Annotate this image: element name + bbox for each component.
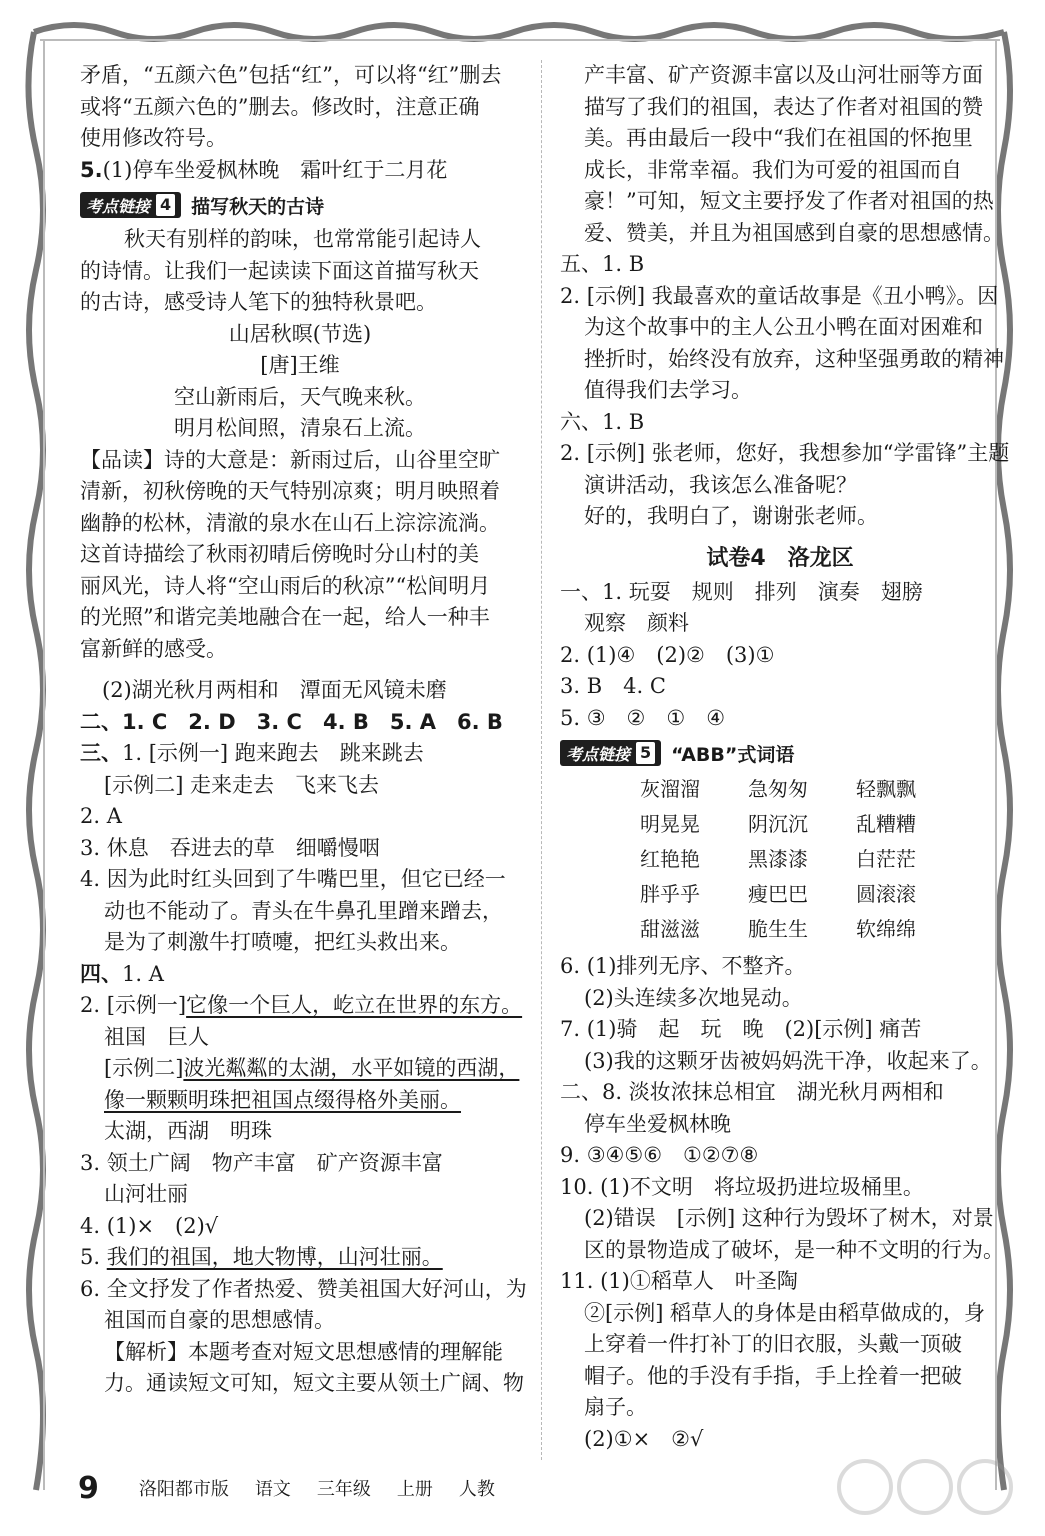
footer-subject: 语文 bbox=[254, 1479, 291, 1500]
text-line: 3. 领土广阔 物产丰富 矿产资源丰富 bbox=[80, 1150, 443, 1175]
text-line: 的诗情。让我们一起读读下面这首描写秋天 bbox=[80, 258, 479, 283]
footer-term: 上册 bbox=[396, 1479, 433, 1500]
text-line: 为这个故事中的主人公丑小鸭在面对困难和 bbox=[584, 315, 983, 339]
section-4 bbox=[80, 959, 520, 991]
footer-publisher: 人教 bbox=[458, 1479, 495, 1500]
text-line: 9. ③④⑤⑥ ①②⑦⑧ bbox=[560, 1143, 759, 1167]
text-line: 4. (1)× (2)√ bbox=[80, 1213, 219, 1238]
text-line: 挫折时，始终没有放弃，这种坚强勇敢的精神 bbox=[584, 346, 1004, 371]
knowledge-link-title: “ABB”式词语 bbox=[671, 743, 795, 766]
text-line: 值得我们去学习。 bbox=[584, 378, 752, 402]
poem-line: 空山新雨后，天气晚来秋。 bbox=[174, 384, 426, 409]
knowledge-link-title: 描写秋天的古诗 bbox=[191, 195, 325, 218]
text-line: 2. [示例] 张老师，您好，我想参加“学雷锋”主题 bbox=[560, 441, 1010, 465]
watermark-logo bbox=[825, 1452, 1025, 1522]
text-line: 祖国 巨人 bbox=[104, 1024, 209, 1049]
text-line: 二、8. 淡妆浓抹总相宜 湖光秋月两相和 bbox=[560, 1080, 944, 1104]
text-line: 【解析】本题考查对短文思想感情的理解能 bbox=[104, 1339, 503, 1364]
abb-word: 乱糟糟 bbox=[856, 812, 916, 836]
text-line: 爱、赞美，并且为祖国感到自豪的思想感情。 bbox=[584, 220, 1004, 245]
text-line: [示例二] 走来走去 飞来飞去 bbox=[104, 772, 380, 797]
abb-word: 脆生生 bbox=[748, 917, 808, 941]
text-line: 矛盾，“五颜六色”包括“红”，可以将“红”删去 bbox=[80, 63, 502, 87]
text-line: 的光照”和谐完美地融合在一起，给人一种丰 bbox=[80, 605, 490, 629]
answer-text: (1)停车坐爱枫林晚 霜叶红于二月花 bbox=[102, 157, 448, 182]
text-line: 2. (1)④ (2)② (3)① bbox=[560, 642, 775, 667]
knowledge-link-badge bbox=[80, 192, 181, 218]
poem-title: 山居秋暝(节选) bbox=[228, 321, 372, 346]
answer-text: 1. [示例一] 跑来跑去 跳来跳去 bbox=[122, 741, 424, 765]
text-line: 6. (1)排列无序、不整齐。 bbox=[560, 954, 806, 978]
underlined-sentence: 我们的祖国，地大物博，山河壮丽。 bbox=[106, 1245, 443, 1269]
section-label: 二、 bbox=[80, 709, 122, 734]
abb-word-grid bbox=[560, 772, 1000, 947]
text-line: 3. B 4. C bbox=[560, 674, 666, 698]
poem-line: 明月松间照，清泉石上流。 bbox=[174, 416, 426, 440]
text-line: 4. 因为此时红头回到了牛嘴巴里，但它已经一 bbox=[80, 867, 506, 891]
answer-line bbox=[80, 990, 523, 1022]
right-column bbox=[560, 60, 1010, 1455]
text-line: 一、1. 玩耍 规则 排列 演奏 翅膀 bbox=[560, 579, 923, 604]
abb-word: 轻飘飘 bbox=[856, 777, 916, 801]
text-line: (2)①× ②√ bbox=[584, 1426, 704, 1451]
text-line: 扇子。 bbox=[584, 1395, 647, 1419]
answer-prefix: 5. bbox=[80, 1245, 101, 1269]
knowledge-link-badge bbox=[560, 740, 661, 766]
text-line: (2)湖光秋月两相和 潭面无风镜未磨 bbox=[102, 678, 447, 702]
answer-text: 1. A bbox=[122, 961, 164, 986]
section-2 bbox=[80, 707, 520, 739]
question-number: 5. bbox=[80, 157, 103, 182]
poem-author: [唐]王维 bbox=[260, 353, 340, 377]
text-line: (2)头连续多次地晃动。 bbox=[584, 985, 803, 1010]
abb-word: 灰溜溜 bbox=[640, 777, 700, 801]
text-line: 产丰富、矿产资源丰富以及山河壮丽等方面 bbox=[584, 63, 983, 87]
text-line: 观察 颜料 bbox=[584, 611, 689, 635]
text-line: 山河壮丽 bbox=[104, 1182, 188, 1206]
text-line: 的古诗，感受诗人笔下的独特秋景吧。 bbox=[80, 290, 437, 314]
section-label: 四、 bbox=[80, 961, 122, 986]
abb-word: 急匆匆 bbox=[748, 777, 808, 801]
text-line: 祖国而自豪的思想感情。 bbox=[104, 1308, 335, 1332]
abb-word: 圆滚滚 bbox=[856, 882, 916, 906]
text-line: 太湖，西湖 明珠 bbox=[104, 1119, 272, 1143]
knowledge-link-5 bbox=[560, 736, 1000, 770]
badge-label: 考点链接 bbox=[86, 196, 151, 216]
answer-line bbox=[80, 1053, 520, 1085]
abb-word: 阴沉沉 bbox=[748, 812, 808, 836]
left-column bbox=[80, 60, 527, 1400]
text-line: 动也不能动了。青头在牛鼻孔里蹭来蹭去， bbox=[104, 898, 503, 923]
page-number: 9 bbox=[78, 1470, 99, 1506]
text-line: 豪！”可知，短文主要抒发了作者对祖国的热 bbox=[584, 189, 994, 213]
column-divider bbox=[541, 60, 542, 1460]
text-line: 11. (1)①稻草人 叶圣陶 bbox=[560, 1269, 798, 1293]
underlined-sentence: 波光粼粼的太湖，水平如镜的西湖， bbox=[183, 1056, 520, 1080]
text-line: 演讲活动，我该怎么准备呢？ bbox=[584, 472, 857, 497]
footer-edition: 洛阳都市版 bbox=[138, 1479, 229, 1500]
text-line: 美。再由最后一段中“我们在祖国的怀抱里 bbox=[584, 126, 973, 150]
abb-word: 白茫茫 bbox=[856, 847, 916, 871]
text-line: 10. (1)不文明 将垃圾扔进垃圾桶里。 bbox=[560, 1174, 924, 1199]
answer-prefix: 2. [示例一] bbox=[80, 993, 187, 1017]
text-line: 2. A bbox=[80, 804, 122, 828]
text-line: 幽静的松林，清澈的泉水在山石上淙淙流淌。 bbox=[80, 510, 500, 535]
answer-prefix: [示例二] bbox=[104, 1056, 184, 1080]
abb-word: 瘦巴巴 bbox=[748, 882, 808, 906]
text-line: 成长，非常幸福。我们为可爱的祖国而自 bbox=[584, 157, 962, 182]
answer-5 bbox=[80, 155, 520, 187]
text-line: 或将“五颜六色的”删去。修改时，注意正确 bbox=[80, 94, 480, 119]
badge-label: 考点链接 bbox=[566, 744, 631, 764]
text-line: 区的景物造成了破坏，是一种不文明的行为。 bbox=[584, 1237, 1004, 1262]
abb-word: 胖乎乎 bbox=[640, 882, 700, 906]
text-line: 7. (1)骑 起 玩 晚 (2)[示例] 痛苦 bbox=[560, 1017, 922, 1041]
paper-title: 试卷4 洛龙区 bbox=[706, 545, 854, 571]
text-line: 2. [示例] 我最喜欢的童话故事是《丑小鸭》。因 bbox=[560, 283, 999, 308]
underlined-sentence: 它像一个巨人，屹立在世界的东方。 bbox=[186, 993, 523, 1017]
text-line: 秋天有别样的韵味，也常常能引起诗人 bbox=[124, 227, 481, 251]
answer-text: 1. C 2. D 3. C 4. B 5. A 6. B bbox=[122, 709, 503, 734]
answer-line bbox=[80, 1242, 520, 1274]
text-line: 清新，初秋傍晚的天气特别凉爽；明月映照着 bbox=[80, 479, 500, 503]
text-line: 力。通读短文可知，短文主要从领土广阔、物 bbox=[104, 1371, 524, 1395]
text-line: 6. 全文抒发了作者热爱、赞美祖国大好河山，为 bbox=[80, 1276, 527, 1301]
section-3 bbox=[80, 738, 520, 770]
abb-word: 红艳艳 bbox=[640, 847, 700, 871]
badge-number: 4 bbox=[156, 194, 175, 216]
text-line: (2)错误 [示例] 这种行为毁坏了树木，对景 bbox=[584, 1206, 994, 1230]
text-line: 使用修改符号。 bbox=[80, 126, 227, 150]
knowledge-link-4 bbox=[80, 188, 520, 222]
text-line: 描写了我们的祖国，表达了作者对祖国的赞 bbox=[584, 94, 983, 119]
text-line: 是为了刺激牛打喷嚏，把红头救出来。 bbox=[104, 930, 461, 954]
text-line: (3)我的这颗牙齿被妈妈洗干净，收起来了。 bbox=[584, 1048, 992, 1073]
text-line: 停车坐爱枫林晚 bbox=[584, 1111, 731, 1136]
abb-word: 软绵绵 bbox=[856, 917, 916, 941]
text-line: ②[示例] 稻草人的身体是由稻草做成的，身 bbox=[584, 1300, 986, 1325]
text-line: 好的，我明白了，谢谢张老师。 bbox=[584, 504, 878, 528]
abb-word: 明晃晃 bbox=[640, 812, 700, 836]
text-line: 丽风光，诗人将“空山雨后的秋凉”“松间明月 bbox=[80, 573, 491, 598]
answer-line bbox=[80, 1085, 520, 1117]
abb-word: 甜滋滋 bbox=[640, 917, 700, 941]
text-line: 六、1. B bbox=[560, 409, 645, 434]
text-line: 富新鲜的感受。 bbox=[80, 636, 227, 661]
text-line: 五、1. B bbox=[560, 252, 645, 276]
section-label: 三、 bbox=[80, 741, 122, 765]
text-line: 帽子。他的手没有手指，手上拴着一把破 bbox=[584, 1363, 962, 1388]
text-line: 上穿着一件打补丁的旧衣服，头戴一顶破 bbox=[584, 1332, 962, 1356]
text-line: 这首诗描绘了秋雨初晴后傍晚时分山村的美 bbox=[80, 542, 479, 566]
text-line: 【品读】诗的大意是：新雨过后，山谷里空旷 bbox=[80, 447, 500, 472]
text-line: 3. 休息 吞进去的草 细嚼慢咽 bbox=[80, 835, 380, 860]
footer-grade: 三年级 bbox=[316, 1479, 371, 1500]
badge-number: 5 bbox=[636, 742, 655, 764]
underlined-sentence: 像一颗颗明珠把祖国点缀得格外美丽。 bbox=[104, 1087, 461, 1112]
abb-word: 黑漆漆 bbox=[748, 847, 808, 871]
text-line: 5. ③ ② ① ④ bbox=[560, 705, 726, 730]
